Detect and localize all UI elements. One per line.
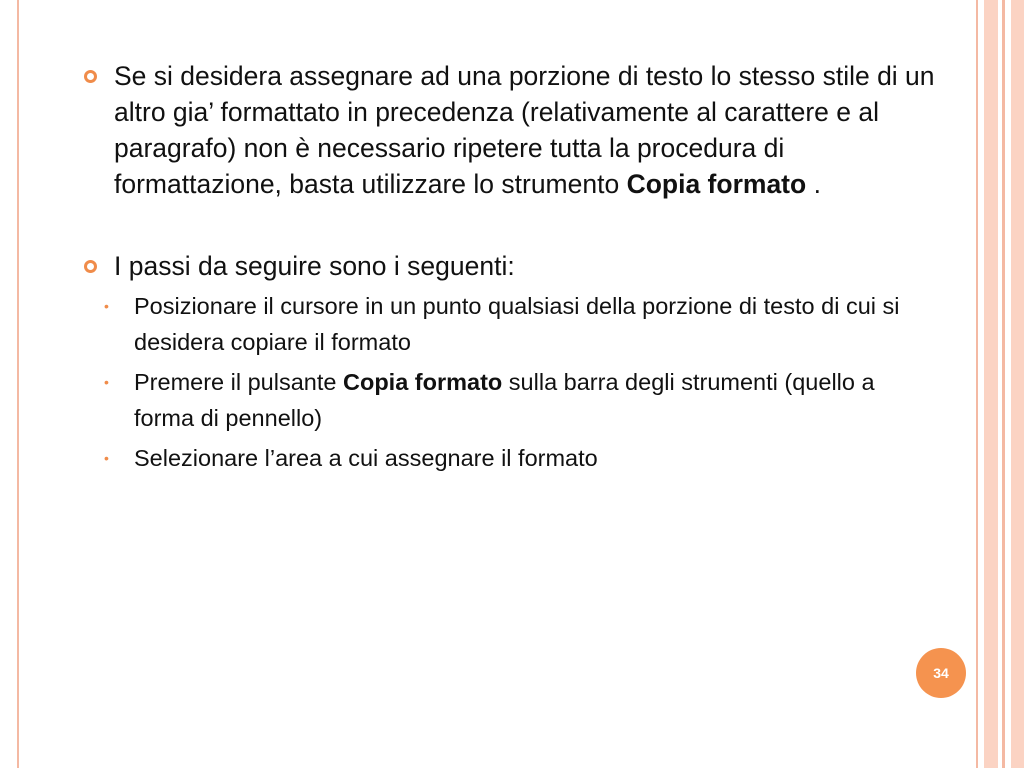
dot-bullet-icon: • (104, 374, 109, 390)
sub-bullet-text: Premere il pulsante (134, 369, 343, 395)
dot-bullet-icon: • (104, 298, 109, 314)
bold-term: Copia formato (626, 169, 807, 199)
bullet-text: I passi da seguire sono i seguenti: (114, 251, 515, 281)
bullet-item (84, 248, 964, 284)
right-decorative-stripe (976, 0, 978, 768)
right-decorative-stripe (984, 0, 998, 768)
sub-bullet-text: Posizionare il cursore in un punto qualsiasi della porzione di testo di cui si desidera copiare il formato (134, 293, 900, 355)
sub-bullet-list (84, 288, 964, 476)
sub-bullet-item (84, 440, 964, 476)
sub-bullet-text: Selezionare l’area a cui assegnare il formato (134, 445, 598, 471)
dot-bullet-icon: • (104, 450, 109, 466)
bullet-item (84, 58, 954, 202)
right-decorative-stripe (1011, 0, 1024, 768)
page-number-badge: 34 (916, 648, 966, 698)
left-decorative-rule (17, 0, 19, 768)
ring-bullet-icon (84, 260, 97, 273)
sub-bullet-item (84, 364, 904, 436)
sub-bullet-text: sulla barra degli strumenti (quello a forma di pennello) (134, 369, 875, 431)
slide-body (84, 58, 964, 476)
right-decorative-stripe (1002, 0, 1005, 768)
bullet-text: Se si desidera assegnare ad una porzione di testo lo stesso stile di un altro gia’ formattato in precedenza (relativamente al carattere e al paragrafo) non è necessario ripetere tutta la procedura di formattazione, basta utilizzare lo strumento (114, 61, 935, 199)
bullet-text: . (806, 169, 821, 199)
bold-term: Copia formato (343, 369, 503, 395)
ring-bullet-icon (84, 70, 97, 83)
sub-bullet-item (84, 288, 964, 360)
